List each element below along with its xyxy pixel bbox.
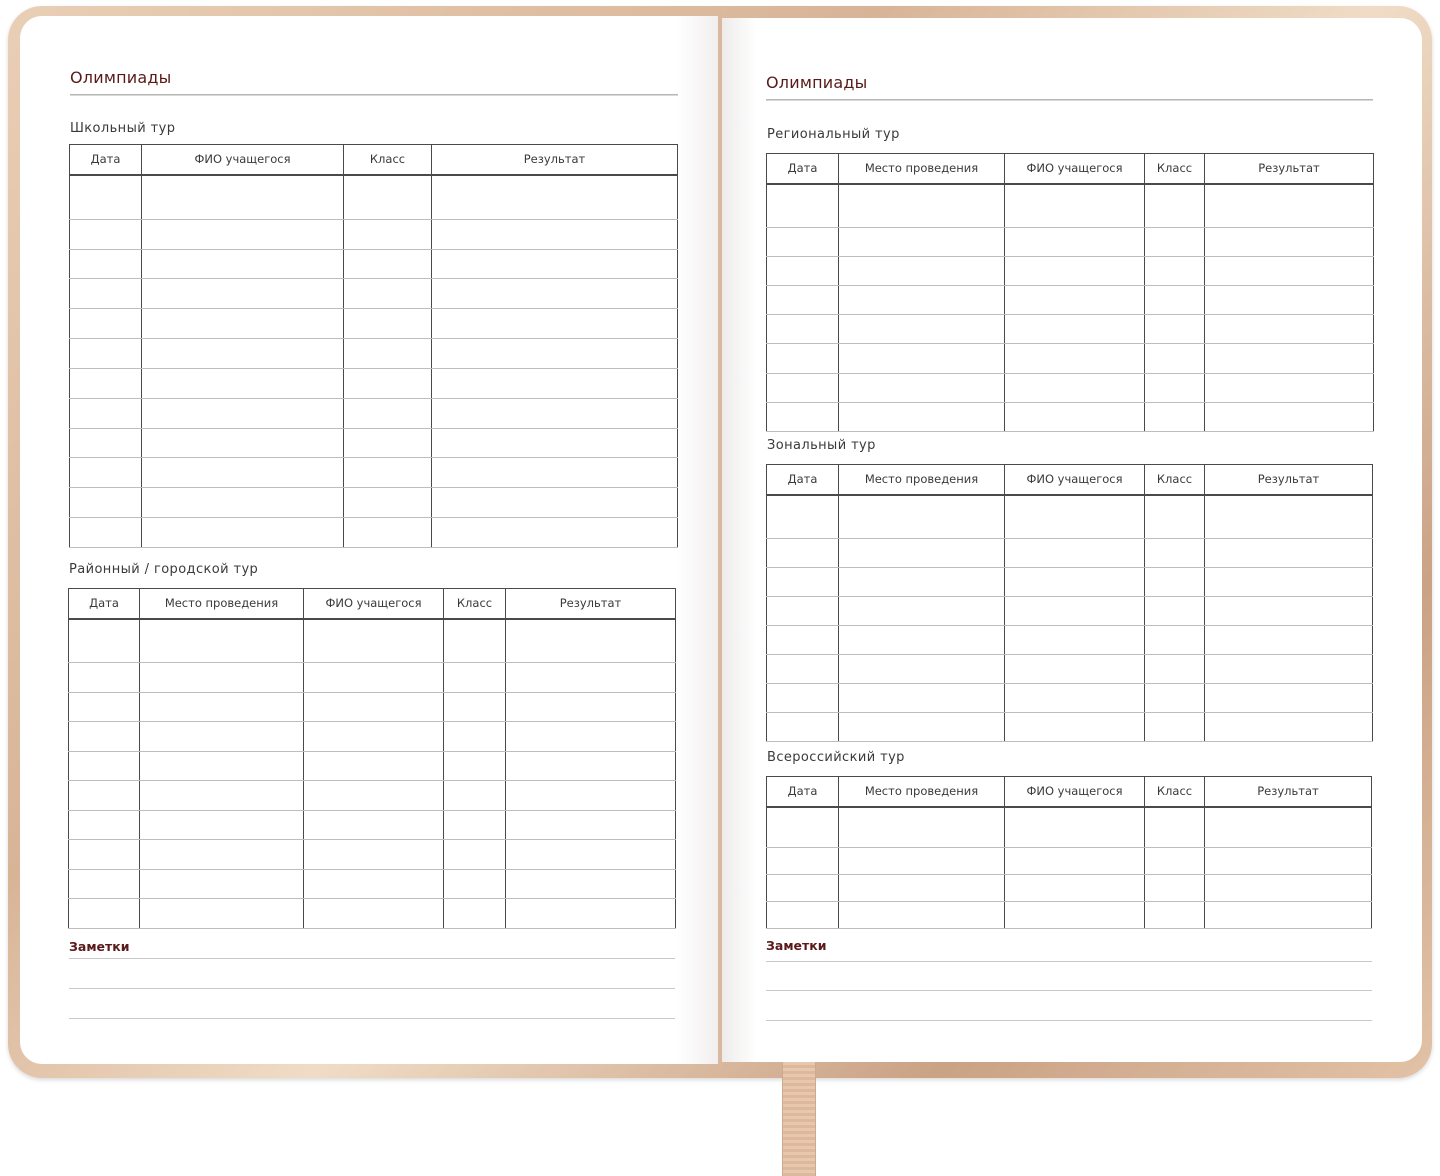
table-row bbox=[767, 495, 1373, 539]
table-row bbox=[767, 712, 1373, 741]
table-cell bbox=[767, 712, 839, 741]
column-header: Результат bbox=[432, 145, 678, 175]
table-cell bbox=[767, 227, 839, 256]
table-row bbox=[767, 901, 1372, 928]
column-header: Место проведения bbox=[839, 777, 1005, 807]
table-cell bbox=[767, 344, 839, 373]
table-cell bbox=[69, 751, 140, 781]
district-round-table bbox=[68, 588, 676, 929]
table-cell bbox=[70, 398, 142, 428]
column-header: ФИО учащегося bbox=[304, 589, 444, 619]
table-row bbox=[69, 899, 676, 929]
table-cell bbox=[506, 722, 676, 752]
table-cell bbox=[839, 712, 1005, 741]
table-cell bbox=[839, 227, 1005, 256]
table-cell bbox=[140, 840, 304, 870]
table-row bbox=[69, 810, 676, 840]
table-cell bbox=[506, 899, 676, 929]
table-cell bbox=[444, 869, 506, 899]
table-cell bbox=[1205, 901, 1372, 928]
column-header: Результат bbox=[1205, 154, 1374, 184]
table-cell bbox=[1145, 344, 1205, 373]
table-row bbox=[767, 286, 1374, 315]
table-cell bbox=[1005, 683, 1145, 712]
table-row bbox=[69, 692, 676, 722]
table-row bbox=[70, 368, 678, 398]
table-cell bbox=[432, 249, 678, 279]
column-header: Результат bbox=[1205, 465, 1373, 495]
table-cell bbox=[839, 625, 1005, 654]
table-cell bbox=[767, 286, 839, 315]
notes-title: Заметки bbox=[69, 939, 130, 954]
table-cell bbox=[69, 810, 140, 840]
table-cell bbox=[432, 398, 678, 428]
table-cell bbox=[506, 810, 676, 840]
table-cell bbox=[1145, 184, 1205, 228]
table-cell bbox=[1145, 567, 1205, 596]
notes-line bbox=[69, 958, 675, 959]
national-round-table bbox=[766, 776, 1372, 929]
column-header: Результат bbox=[1205, 777, 1372, 807]
table-cell bbox=[1205, 807, 1372, 848]
table-cell bbox=[1005, 901, 1145, 928]
table-cell bbox=[839, 567, 1005, 596]
table-cell bbox=[767, 184, 839, 228]
column-header: ФИО учащегося bbox=[1005, 465, 1145, 495]
table-cell bbox=[1145, 847, 1205, 874]
table-row bbox=[70, 309, 678, 339]
column-header: Место проведения bbox=[839, 154, 1005, 184]
table-cell bbox=[432, 339, 678, 369]
table-cell bbox=[70, 279, 142, 309]
column-header: Место проведения bbox=[140, 589, 304, 619]
table-cell bbox=[1145, 712, 1205, 741]
table-cell bbox=[1005, 874, 1145, 901]
table-cell bbox=[344, 219, 432, 249]
table-cell bbox=[1205, 712, 1373, 741]
table-cell bbox=[1145, 373, 1205, 402]
table-cell bbox=[506, 619, 676, 663]
table-cell bbox=[1145, 402, 1205, 431]
table-row bbox=[70, 219, 678, 249]
table-cell bbox=[1145, 807, 1205, 848]
table-row bbox=[69, 869, 676, 899]
notes-line bbox=[766, 1020, 1372, 1021]
table-cell bbox=[1205, 683, 1373, 712]
table-cell bbox=[1005, 807, 1145, 848]
table-cell bbox=[1205, 596, 1373, 625]
table-cell bbox=[444, 663, 506, 693]
table-row bbox=[767, 227, 1374, 256]
table-cell bbox=[1205, 344, 1374, 373]
table-row bbox=[70, 339, 678, 369]
table-cell bbox=[142, 458, 344, 488]
column-header: ФИО учащегося bbox=[142, 145, 344, 175]
column-header: Дата bbox=[767, 154, 839, 184]
table-cell bbox=[432, 219, 678, 249]
table-cell bbox=[344, 339, 432, 369]
table-row bbox=[767, 402, 1374, 431]
table-cell bbox=[432, 488, 678, 518]
table-cell bbox=[767, 373, 839, 402]
table-cell bbox=[839, 402, 1005, 431]
table-cell bbox=[304, 619, 444, 663]
table-cell bbox=[1005, 402, 1145, 431]
table-cell bbox=[839, 654, 1005, 683]
table-cell bbox=[839, 184, 1005, 228]
table-cell bbox=[142, 398, 344, 428]
table-cell bbox=[304, 751, 444, 781]
column-header: Дата bbox=[70, 145, 142, 175]
table-row bbox=[69, 840, 676, 870]
table-cell bbox=[344, 428, 432, 458]
table-cell bbox=[506, 840, 676, 870]
table-cell bbox=[142, 309, 344, 339]
table-cell bbox=[344, 279, 432, 309]
table-cell bbox=[444, 899, 506, 929]
table-cell bbox=[69, 692, 140, 722]
table-cell bbox=[1145, 227, 1205, 256]
page-title: Олимпиады bbox=[766, 73, 868, 92]
column-header: Место проведения bbox=[839, 465, 1005, 495]
table-cell bbox=[140, 663, 304, 693]
table-cell bbox=[767, 596, 839, 625]
table-cell bbox=[69, 619, 140, 663]
table-cell bbox=[432, 368, 678, 398]
section-title-district: Районный / городской тур bbox=[69, 562, 259, 577]
table-cell bbox=[1005, 227, 1145, 256]
table-cell bbox=[1205, 184, 1374, 228]
table-cell bbox=[839, 495, 1005, 539]
table-cell bbox=[304, 781, 444, 811]
section-title-school: Школьный тур bbox=[70, 121, 176, 136]
column-header: Дата bbox=[767, 465, 839, 495]
table-cell bbox=[839, 538, 1005, 567]
table-row bbox=[767, 256, 1374, 285]
table-cell bbox=[432, 175, 678, 220]
table-cell bbox=[1205, 373, 1374, 402]
section-title-zonal: Зональный тур bbox=[767, 438, 876, 453]
notes-title: Заметки bbox=[766, 938, 827, 953]
table-cell bbox=[839, 847, 1005, 874]
table-cell bbox=[1205, 256, 1374, 285]
table-cell bbox=[1205, 625, 1373, 654]
table-cell bbox=[767, 901, 839, 928]
table-row bbox=[767, 596, 1373, 625]
table-cell bbox=[344, 398, 432, 428]
notes-line bbox=[766, 990, 1372, 991]
table-cell bbox=[69, 840, 140, 870]
table-cell bbox=[1005, 315, 1145, 344]
table-cell bbox=[344, 488, 432, 518]
table-cell bbox=[767, 654, 839, 683]
table-cell bbox=[140, 619, 304, 663]
table-cell bbox=[1205, 286, 1374, 315]
table-cell bbox=[1005, 256, 1145, 285]
table-cell bbox=[142, 428, 344, 458]
table-cell bbox=[142, 368, 344, 398]
table-row bbox=[767, 847, 1372, 874]
table-cell bbox=[1145, 654, 1205, 683]
table-cell bbox=[444, 722, 506, 752]
column-header: Результат bbox=[506, 589, 676, 619]
table-cell bbox=[1145, 315, 1205, 344]
table-cell bbox=[70, 428, 142, 458]
table-cell bbox=[69, 722, 140, 752]
table-cell bbox=[1005, 538, 1145, 567]
notes-line bbox=[69, 988, 675, 989]
table-cell bbox=[432, 428, 678, 458]
column-header: Дата bbox=[69, 589, 140, 619]
table-cell bbox=[839, 256, 1005, 285]
table-cell bbox=[444, 840, 506, 870]
table-cell bbox=[344, 368, 432, 398]
section-title-national: Всероссийский тур bbox=[767, 750, 905, 765]
column-header: Класс bbox=[444, 589, 506, 619]
table-cell bbox=[70, 518, 142, 548]
table-cell bbox=[839, 807, 1005, 848]
table-cell bbox=[344, 309, 432, 339]
table-cell bbox=[1145, 286, 1205, 315]
table-cell bbox=[1145, 874, 1205, 901]
table-cell bbox=[1005, 373, 1145, 402]
table-cell bbox=[1205, 402, 1374, 431]
table-cell bbox=[432, 518, 678, 548]
table-cell bbox=[1145, 256, 1205, 285]
table-row bbox=[767, 874, 1372, 901]
table-cell bbox=[444, 781, 506, 811]
table-cell bbox=[70, 219, 142, 249]
table-cell bbox=[70, 309, 142, 339]
table-cell bbox=[344, 458, 432, 488]
column-header: Дата bbox=[767, 777, 839, 807]
table-cell bbox=[767, 683, 839, 712]
table-cell bbox=[1145, 683, 1205, 712]
table-cell bbox=[70, 368, 142, 398]
table-cell bbox=[506, 869, 676, 899]
table-row bbox=[70, 518, 678, 548]
table-cell bbox=[767, 807, 839, 848]
table-row bbox=[767, 683, 1373, 712]
table-cell bbox=[1005, 344, 1145, 373]
table-cell bbox=[444, 810, 506, 840]
table-cell bbox=[140, 751, 304, 781]
table-cell bbox=[1005, 654, 1145, 683]
notes-line bbox=[766, 961, 1372, 962]
table-cell bbox=[344, 175, 432, 220]
table-cell bbox=[142, 488, 344, 518]
table-cell bbox=[1205, 315, 1374, 344]
table-cell bbox=[432, 279, 678, 309]
table-cell bbox=[304, 899, 444, 929]
table-row bbox=[70, 428, 678, 458]
table-cell bbox=[1145, 596, 1205, 625]
table-cell bbox=[767, 315, 839, 344]
table-cell bbox=[1145, 538, 1205, 567]
table-cell bbox=[69, 899, 140, 929]
zonal-round-table bbox=[766, 464, 1373, 742]
table-row bbox=[767, 184, 1374, 228]
table-cell bbox=[1145, 625, 1205, 654]
table-cell bbox=[767, 402, 839, 431]
table-cell bbox=[1005, 712, 1145, 741]
table-cell bbox=[304, 692, 444, 722]
bookmark-ribbon bbox=[782, 1062, 816, 1176]
table-cell bbox=[444, 692, 506, 722]
table-cell bbox=[140, 869, 304, 899]
table-cell bbox=[142, 249, 344, 279]
table-cell bbox=[140, 899, 304, 929]
table-row bbox=[69, 722, 676, 752]
table-cell bbox=[444, 619, 506, 663]
table-cell bbox=[70, 458, 142, 488]
table-cell bbox=[1145, 901, 1205, 928]
title-rule bbox=[766, 99, 1373, 101]
table-cell bbox=[839, 286, 1005, 315]
table-row bbox=[70, 458, 678, 488]
title-rule bbox=[70, 94, 678, 96]
table-row bbox=[767, 625, 1373, 654]
table-cell bbox=[304, 869, 444, 899]
table-row bbox=[69, 663, 676, 693]
school-round-table bbox=[69, 144, 678, 548]
table-cell bbox=[767, 625, 839, 654]
table-cell bbox=[839, 373, 1005, 402]
table-cell bbox=[767, 538, 839, 567]
table-cell bbox=[344, 249, 432, 279]
table-cell bbox=[839, 874, 1005, 901]
table-cell bbox=[140, 781, 304, 811]
table-cell bbox=[304, 840, 444, 870]
table-row bbox=[70, 398, 678, 428]
column-header: ФИО учащегося bbox=[1005, 154, 1145, 184]
table-cell bbox=[304, 810, 444, 840]
table-row bbox=[767, 807, 1372, 848]
table-row bbox=[767, 567, 1373, 596]
table-cell bbox=[1145, 495, 1205, 539]
table-row bbox=[767, 654, 1373, 683]
table-cell bbox=[767, 567, 839, 596]
notes-line bbox=[69, 1018, 675, 1019]
table-row bbox=[69, 619, 676, 663]
table-cell bbox=[506, 692, 676, 722]
table-row bbox=[767, 315, 1374, 344]
table-cell bbox=[142, 339, 344, 369]
table-row bbox=[70, 279, 678, 309]
table-cell bbox=[506, 751, 676, 781]
table-cell bbox=[1205, 495, 1373, 539]
table-cell bbox=[506, 663, 676, 693]
table-row bbox=[69, 751, 676, 781]
table-cell bbox=[1205, 538, 1373, 567]
table-cell bbox=[304, 722, 444, 752]
table-cell bbox=[1205, 567, 1373, 596]
table-cell bbox=[140, 810, 304, 840]
table-cell bbox=[140, 692, 304, 722]
page-title: Олимпиады bbox=[70, 68, 172, 87]
column-header: ФИО учащегося bbox=[1005, 777, 1145, 807]
table-cell bbox=[304, 663, 444, 693]
table-row bbox=[767, 344, 1374, 373]
table-cell bbox=[69, 869, 140, 899]
table-cell bbox=[69, 781, 140, 811]
table-cell bbox=[767, 847, 839, 874]
table-cell bbox=[1205, 227, 1374, 256]
table-cell bbox=[767, 874, 839, 901]
table-row bbox=[69, 781, 676, 811]
table-cell bbox=[1205, 847, 1372, 874]
table-cell bbox=[444, 751, 506, 781]
table-cell bbox=[1005, 495, 1145, 539]
table-cell bbox=[1005, 847, 1145, 874]
column-header: Класс bbox=[1145, 465, 1205, 495]
table-cell bbox=[1005, 625, 1145, 654]
table-cell bbox=[142, 518, 344, 548]
table-row bbox=[70, 488, 678, 518]
table-cell bbox=[1205, 654, 1373, 683]
table-cell bbox=[767, 256, 839, 285]
table-row bbox=[767, 538, 1373, 567]
table-cell bbox=[839, 901, 1005, 928]
table-cell bbox=[70, 249, 142, 279]
section-title-regional: Региональный тур bbox=[767, 127, 900, 142]
column-header: Класс bbox=[1145, 777, 1205, 807]
table-cell bbox=[142, 175, 344, 220]
table-cell bbox=[1005, 286, 1145, 315]
table-row bbox=[767, 373, 1374, 402]
column-header: Класс bbox=[344, 145, 432, 175]
table-cell bbox=[69, 663, 140, 693]
table-cell bbox=[1005, 596, 1145, 625]
column-header: Класс bbox=[1145, 154, 1205, 184]
table-row bbox=[70, 249, 678, 279]
regional-round-table bbox=[766, 153, 1374, 432]
table-cell bbox=[70, 339, 142, 369]
table-cell bbox=[142, 219, 344, 249]
table-cell bbox=[1005, 184, 1145, 228]
table-cell bbox=[839, 344, 1005, 373]
table-cell bbox=[1205, 874, 1372, 901]
table-cell bbox=[432, 458, 678, 488]
table-cell bbox=[432, 309, 678, 339]
table-cell bbox=[344, 518, 432, 548]
table-cell bbox=[140, 722, 304, 752]
table-cell bbox=[70, 175, 142, 220]
table-cell bbox=[767, 495, 839, 539]
table-cell bbox=[506, 781, 676, 811]
table-cell bbox=[839, 315, 1005, 344]
table-cell bbox=[839, 596, 1005, 625]
table-cell bbox=[70, 488, 142, 518]
table-cell bbox=[839, 683, 1005, 712]
table-cell bbox=[1005, 567, 1145, 596]
table-row bbox=[70, 175, 678, 220]
table-cell bbox=[142, 279, 344, 309]
